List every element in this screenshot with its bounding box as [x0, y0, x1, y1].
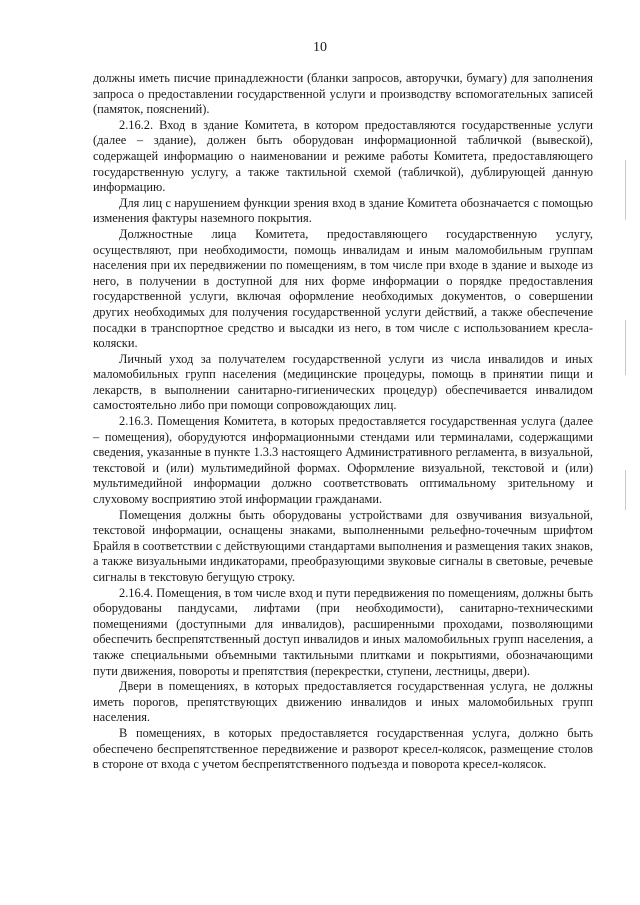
- page-number: 10: [313, 40, 327, 55]
- scan-margin-line: [625, 320, 626, 375]
- scan-margin-line: [625, 160, 626, 220]
- document-body: [93, 71, 593, 773]
- paragraph-2-16-4: 2.16.4. Помещения, в том числе вход и пути передвижения по помещениям, должны быть оборудованы пандусами, лифтами (при необходимости), санитарно-техническими помещениями (доступными для инвалидов), расширенными проходами, позволяющими обеспечить беспрепятственный доступ инвалидов и иных маломобильных групп населения, а также специальными объемными тактильными плитками и покрытиями, обозначающими пути движения, повороты и препятствия (перекрестки, ступени, лестницы, двери).: [93, 585, 593, 678]
- paragraph-2-16-2: 2.16.2. Вход в здание Комитета, в котором предоставляются государственные услуги (далее – здание), должен быть оборудован информационной табличкой (вывеской), содержащей информацию о наименовании и режиме работы Комитета, предоставляющего государственную услугу, а также тактильной схемой (табличкой), дублирующей данную информацию.: [93, 117, 593, 195]
- paragraph-audio-braille-equipment: Помещения должны быть оборудованы устройствами для озвучивания визуальной, текстовой информации, оснащены знаками, выполненными рельефно-точечным шрифтом Брайля в соответствии с действующими стандартами выполнения и размещения таких знаков, а также визуальными индикаторами, преобразующими звуковые сигналы в световые, речевые сигналы в текстовую бегущую строку.: [93, 507, 593, 584]
- scan-margin-line: [625, 470, 626, 510]
- paragraph-doors-thresholds: Двери в помещениях, в которых предоставляется государственная услуга, не должны иметь порогов, препятствующих движению инвалидов и иных маломобильных групп населения.: [93, 679, 593, 725]
- paragraph-wheelchair-movement: В помещениях, в которых предоставляется государственная услуга, должно быть обеспечено беспрепятственное передвижение и разворот кресел-колясок, размещение столов в стороне от входа с учетом беспрепятственного подъезда и поворота кресел-колясок.: [93, 725, 593, 772]
- paragraph-vision-impaired-entrance: Для лиц с нарушением функции зрения вход в здание Комитета обозначается с помощью изменения фактуры наземного покрытия.: [93, 195, 593, 226]
- paragraph-continuation: должны иметь писчие принадлежности (бланки запросов, авторучки, бумагу) для заполнения запроса о предоставлении государственной услуги и производству вспомогательных записей (памяток, пояснений).: [93, 71, 593, 117]
- paragraph-personal-care: Личный уход за получателем государственной услуги из числа инвалидов и иных маломобильных групп населения (медицинские процедуры, помощь в принятии пищи и лекарств, в выполнении санитарно-гигиенических процедур) обеспечивается инвалидом самостоятельно либо при помощи сопровождающих лиц.: [93, 351, 593, 413]
- paragraph-2-16-3: 2.16.3. Помещения Комитета, в которых предоставляется государственная услуга (далее – помещения), оборудуются информационными стендами или терминалами, содержащими сведения, указанные в пункте 1.3.3 настоящего Административного регламента, в визуальной, текстовой и (или) мультимедийной формах. Оформление визуальной, текстовой и (или) мультимедийной информации должно соответствовать оптимальному зрительному и слуховому восприятию этой информации гражданами.: [93, 414, 593, 507]
- paragraph-officials-assistance: Должностные лица Комитета, предоставляющего государственную услугу, осуществляют, при необходимости, помощь инвалидам и иным маломобильным группам населения при их передвижении по помещениям, в том числе при входе в здание и выходе из него, в получении в доступной для них форме информации о порядке предоставления государственной услуги, включая оформление необходимых документов, о совершении других необходимых для получения государственной услуги действий, а также обеспечение посадки в транспортное средство и высадки из него, в том числе с использованием кресла-коляски.: [93, 226, 593, 351]
